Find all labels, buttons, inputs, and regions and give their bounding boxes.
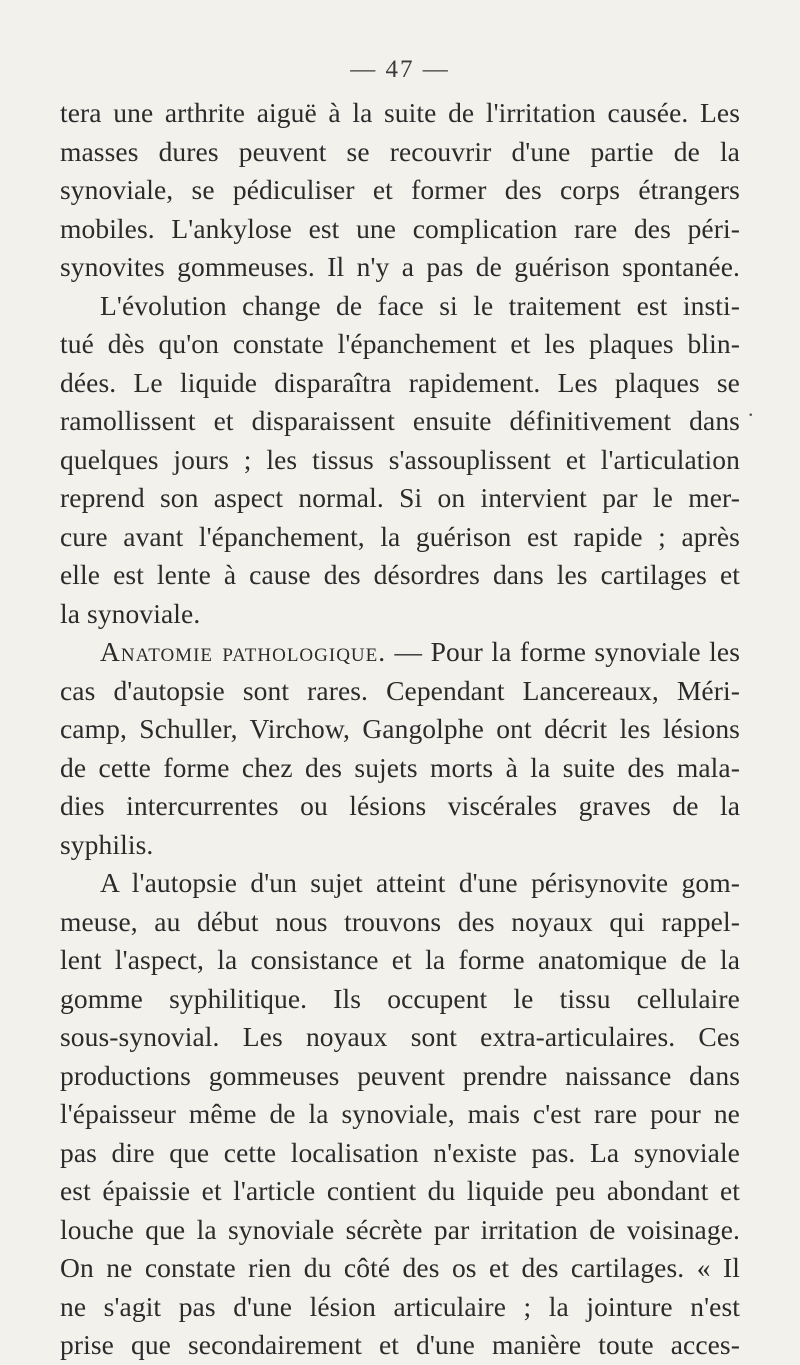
- line-text: tué dès qu'on constate l'épanchement et les plaques blin-: [60, 328, 740, 359]
- text-line: [60, 980, 740, 1019]
- text-line: [60, 1172, 740, 1211]
- line-text: l'épaisseur même de la synoviale, mais c'est rare pour ne: [60, 1098, 740, 1129]
- line-text: prise que secondairement et d'une manière toute acces-: [60, 1329, 740, 1360]
- text-line: [60, 1134, 740, 1173]
- text-line: [60, 1057, 740, 1096]
- text-line: [60, 826, 740, 865]
- line-text: elle est lente à cause des désordres dans les cartilages et: [60, 559, 740, 590]
- line-text: meuse, au début nous trouvons des noyaux qui rappel-: [60, 905, 740, 937]
- text-line: [60, 672, 740, 711]
- line-text: dées. Le liquide disparaîtra rapidement. Les plaques se: [60, 366, 740, 398]
- text-line: [60, 133, 740, 172]
- line-text: — Pour la forme synoviale les: [386, 636, 740, 667]
- text-line: [60, 903, 740, 942]
- line-text: sous-synovial. Les noyaux sont extra-articulaires. Ces: [60, 1021, 740, 1052]
- line-text: quelques jours ; les tissus s'assouplissent et l'articulation: [60, 443, 740, 475]
- line-text: On ne constate rien du côté des os et des cartilages. « Il: [60, 1252, 740, 1283]
- line-text: L'évolution change de face si le traitement est insti-: [100, 289, 740, 321]
- text-line: [60, 171, 740, 210]
- line-text: cure avant l'épanchement, la guérison est rapide ; après: [60, 520, 740, 552]
- text-line: [60, 787, 740, 826]
- text-line: [60, 1211, 740, 1250]
- line-text: reprend son aspect normal. Si on intervient par le mer-: [60, 482, 740, 513]
- line-text: camp, Schuller, Virchow, Gangolphe ont décrit les lésions: [60, 713, 740, 744]
- page-number: — 47 —: [350, 56, 450, 83]
- line-text: la synoviale.: [60, 597, 201, 629]
- text-line: [60, 556, 740, 595]
- text-line: [60, 94, 740, 133]
- line-text: mobiles. L'ankylose est une complication rare des péri-: [60, 212, 740, 244]
- text-line: [60, 1249, 740, 1288]
- line-text: synoviale, se pédiculiser et former des corps étrangers: [60, 174, 740, 205]
- margin-mark: .: [748, 396, 754, 421]
- text-line: [60, 402, 740, 441]
- text-line: [60, 1095, 740, 1134]
- line-text: de cette forme chez des sujets morts à la suite des mala-: [60, 751, 740, 783]
- text-line: [60, 364, 740, 403]
- text-line: [60, 1288, 740, 1327]
- text-line: [60, 210, 740, 249]
- text-line: [60, 749, 740, 788]
- text-line: [60, 1326, 740, 1365]
- body-text: [60, 94, 740, 1365]
- text-line: [60, 518, 740, 557]
- text-line: [60, 441, 740, 480]
- line-text: lent l'aspect, la consistance et la forme anatomique de la: [60, 944, 740, 975]
- text-line: [60, 633, 740, 672]
- line-text: cas d'autopsie sont rares. Cependant Lancereaux, Méri-: [60, 674, 740, 706]
- text-line: [60, 479, 740, 518]
- line-text: synovites gommeuses. Il n'y a pas de guérison spontanée.: [60, 251, 740, 282]
- text-line: [60, 710, 740, 749]
- text-line: [60, 248, 740, 287]
- text-line: [60, 1018, 740, 1057]
- line-text: masses dures peuvent se recouvrir d'une partie de la: [60, 135, 740, 167]
- line-text: tera une arthrite aiguë à la suite de l'irritation causée. Les: [60, 97, 740, 128]
- line-text: dies intercurrentes ou lésions viscérales graves de la: [60, 790, 740, 821]
- text-line: [60, 287, 740, 326]
- line-text: ne s'agit pas d'une lésion articulaire ; la jointure n'est: [60, 1290, 740, 1322]
- line-text: syphilis.: [60, 828, 154, 860]
- line-text: gomme syphilitique. Ils occupent le tissu cellulaire: [60, 982, 740, 1014]
- line-text: A l'autopsie d'un sujet atteint d'une périsynovite gom-: [100, 867, 740, 898]
- line-text: productions gommeuses peuvent prendre naissance dans: [60, 1059, 740, 1091]
- text-line: [60, 864, 740, 903]
- line-text: pas dire que cette localisation n'existe pas. La synoviale: [60, 1136, 740, 1168]
- text-line: [60, 595, 740, 634]
- section-heading: Anatomie pathologique.: [100, 636, 387, 667]
- text-line: [60, 325, 740, 364]
- line-text: est épaissie et l'article contient du liquide peu abondant et: [60, 1175, 740, 1206]
- text-line: [60, 941, 740, 980]
- line-text: ramollissent et disparaissent ensuite définitivement dans: [60, 405, 740, 436]
- line-text: louche que la synoviale sécrète par irritation de voisinage.: [60, 1213, 740, 1245]
